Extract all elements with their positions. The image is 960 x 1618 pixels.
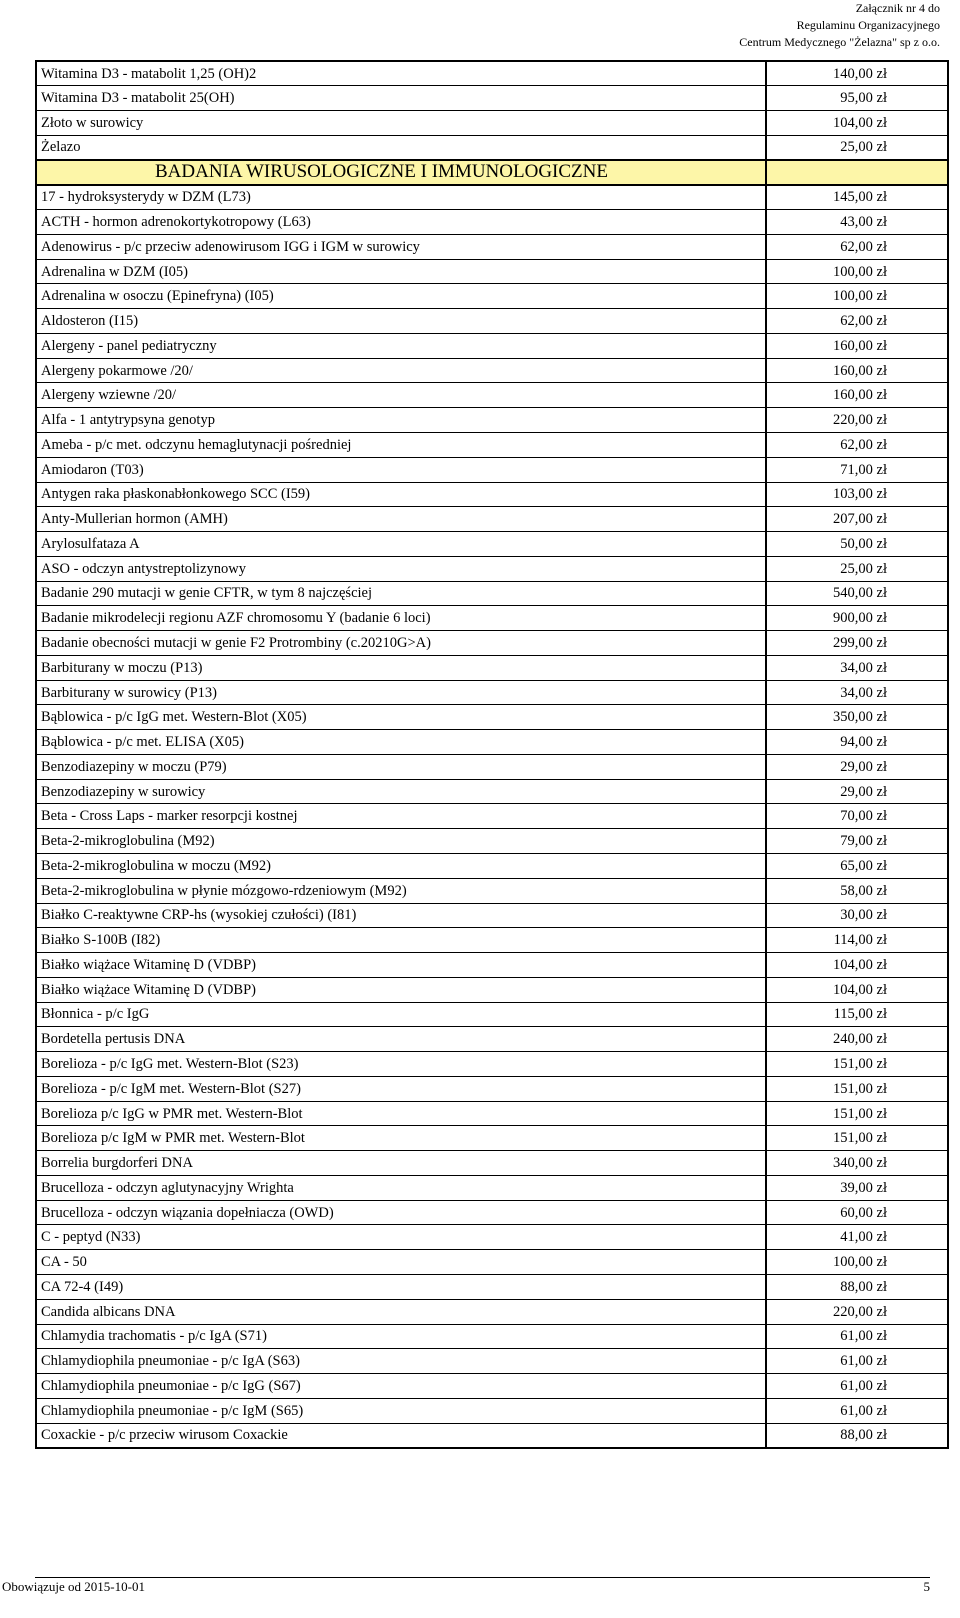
- price-cell: 29,00 zł: [766, 754, 948, 779]
- test-name-cell: Beta - Cross Laps - marker resorpcji kostnej: [36, 804, 766, 829]
- table-row: [36, 1398, 948, 1423]
- test-name-cell: Alfa - 1 antytrypsyna genotyp: [36, 408, 766, 433]
- test-name-cell: Żelazo: [36, 135, 766, 160]
- table-row: [36, 1151, 948, 1176]
- test-name-cell: CA 72-4 (I49): [36, 1275, 766, 1300]
- price-cell: 100,00 zł: [766, 259, 948, 284]
- table-row: [36, 977, 948, 1002]
- table-row: [36, 408, 948, 433]
- price-cell: 29,00 zł: [766, 779, 948, 804]
- table-row: [36, 532, 948, 557]
- test-name-cell: ASO - odczyn antystreptolizynowy: [36, 556, 766, 581]
- price-cell: 114,00 zł: [766, 928, 948, 953]
- price-cell: 900,00 zł: [766, 606, 948, 631]
- price-cell: 160,00 zł: [766, 333, 948, 358]
- price-cell: 299,00 zł: [766, 631, 948, 656]
- attachment-label: Załącznik nr 4 do: [855, 1, 940, 15]
- test-name-cell: ACTH - hormon adrenokortykotropowy (L63): [36, 210, 766, 235]
- price-cell: 61,00 zł: [766, 1324, 948, 1349]
- table-row: [36, 928, 948, 953]
- document-header-note: [739, 0, 940, 51]
- test-name-cell: Bąblowica - p/c met. ELISA (X05): [36, 730, 766, 755]
- table-row: [36, 284, 948, 309]
- test-name-cell: Alergeny - panel pediatryczny: [36, 333, 766, 358]
- price-cell: 100,00 zł: [766, 1250, 948, 1275]
- table-row: [36, 655, 948, 680]
- table-row: [36, 61, 948, 86]
- test-name-cell: Coxackie - p/c przeciw wirusom Coxackie: [36, 1423, 766, 1448]
- price-cell: 88,00 zł: [766, 1423, 948, 1448]
- table-row: [36, 1299, 948, 1324]
- table-row: [36, 1101, 948, 1126]
- regulation-label: Regulaminu Organizacyjnego: [796, 18, 940, 32]
- price-cell: 50,00 zł: [766, 532, 948, 557]
- test-name-cell: Białko S-100B (I82): [36, 928, 766, 953]
- test-name-cell: Borrelia burgdorferi DNA: [36, 1151, 766, 1176]
- price-list-table: [35, 60, 949, 1449]
- price-cell: 350,00 zł: [766, 705, 948, 730]
- table-row: [36, 730, 948, 755]
- test-name-cell: Błonnica - p/c IgG: [36, 1002, 766, 1027]
- table-row: [36, 1052, 948, 1077]
- price-cell: 79,00 zł: [766, 829, 948, 854]
- table-row: [36, 358, 948, 383]
- table-row: [36, 185, 948, 210]
- test-name-cell: Borelioza p/c IgM w PMR met. Western-Blot: [36, 1126, 766, 1151]
- price-cell: 34,00 zł: [766, 655, 948, 680]
- price-cell: 100,00 zł: [766, 284, 948, 309]
- test-name-cell: Barbiturany w moczu (P13): [36, 655, 766, 680]
- test-name-cell: Benzodiazepiny w moczu (P79): [36, 754, 766, 779]
- test-name-cell: Brucelloza - odczyn aglutynacyjny Wrighta: [36, 1175, 766, 1200]
- test-name-cell: Badanie mikrodelecji regionu AZF chromosomu Y (badanie 6 loci): [36, 606, 766, 631]
- table-row: [36, 705, 948, 730]
- test-name-cell: Witamina D3 - matabolit 1,25 (OH)2: [36, 61, 766, 86]
- test-name-cell: Borelioza - p/c IgG met. Western-Blot (S23): [36, 1052, 766, 1077]
- test-name-cell: Brucelloza - odczyn wiązania dopełniacza (OWD): [36, 1200, 766, 1225]
- table-row: [36, 631, 948, 656]
- table-row: [36, 903, 948, 928]
- price-list-body: [36, 61, 948, 1448]
- price-cell: 140,00 zł: [766, 61, 948, 86]
- test-name-cell: Chlamydia trachomatis - p/c IgA (S71): [36, 1324, 766, 1349]
- price-cell: 115,00 zł: [766, 1002, 948, 1027]
- table-row: [36, 1423, 948, 1448]
- price-cell: 62,00 zł: [766, 309, 948, 334]
- price-cell: 62,00 zł: [766, 234, 948, 259]
- test-name-cell: Borelioza p/c IgG w PMR met. Western-Blot: [36, 1101, 766, 1126]
- test-name-cell: Aldosteron (I15): [36, 309, 766, 334]
- price-cell: 220,00 zł: [766, 1299, 948, 1324]
- test-name-cell: Ameba - p/c met. odczynu hemaglutynacji pośredniej: [36, 432, 766, 457]
- test-name-cell: Candida albicans DNA: [36, 1299, 766, 1324]
- test-name-cell: Adrenalina w osoczu (Epinefryna) (I05): [36, 284, 766, 309]
- price-cell: 58,00 zł: [766, 878, 948, 903]
- test-name-cell: Alergeny pokarmowe /20/: [36, 358, 766, 383]
- price-cell: 39,00 zł: [766, 1175, 948, 1200]
- price-cell: 104,00 zł: [766, 977, 948, 1002]
- test-name-cell: Alergeny wziewne /20/: [36, 383, 766, 408]
- test-name-cell: Adenowirus - p/c przeciw adenowirusom IGG i IGM w surowicy: [36, 234, 766, 259]
- price-cell: 540,00 zł: [766, 581, 948, 606]
- table-row: [36, 234, 948, 259]
- price-cell: 43,00 zł: [766, 210, 948, 235]
- price-cell: 207,00 zł: [766, 507, 948, 532]
- page-number: 5: [923, 1579, 930, 1594]
- price-cell: 25,00 zł: [766, 135, 948, 160]
- table-row: [36, 854, 948, 879]
- test-name-cell: Badanie obecności mutacji w genie F2 Protrombiny (c.20210G>A): [36, 631, 766, 656]
- section-title: BADANIA WIRUSOLOGICZNE I IMMUNOLOGICZNE: [36, 160, 766, 185]
- table-row: [36, 779, 948, 804]
- table-row: [36, 1027, 948, 1052]
- price-cell: 151,00 zł: [766, 1101, 948, 1126]
- table-row: [36, 556, 948, 581]
- test-name-cell: Borelioza - p/c IgM met. Western-Blot (S27): [36, 1076, 766, 1101]
- price-cell: 70,00 zł: [766, 804, 948, 829]
- price-cell: 340,00 zł: [766, 1151, 948, 1176]
- table-row: [36, 829, 948, 854]
- table-row: [36, 804, 948, 829]
- test-name-cell: 17 - hydroksysterydy w DZM (L73): [36, 185, 766, 210]
- table-row: [36, 1200, 948, 1225]
- table-row: [36, 309, 948, 334]
- test-name-cell: Barbiturany w surowicy (P13): [36, 680, 766, 705]
- test-name-cell: Złoto w surowicy: [36, 111, 766, 136]
- table-row: [36, 482, 948, 507]
- price-cell: 160,00 zł: [766, 358, 948, 383]
- table-row: [36, 457, 948, 482]
- test-name-cell: Anty-Mullerian hormon (AMH): [36, 507, 766, 532]
- table-row: [36, 1076, 948, 1101]
- table-row: [36, 333, 948, 358]
- price-cell: 61,00 zł: [766, 1398, 948, 1423]
- price-cell: 88,00 zł: [766, 1275, 948, 1300]
- table-row: [36, 1225, 948, 1250]
- table-row: [36, 86, 948, 111]
- price-cell: 151,00 zł: [766, 1126, 948, 1151]
- price-cell: 71,00 zł: [766, 457, 948, 482]
- test-name-cell: Bordetella pertusis DNA: [36, 1027, 766, 1052]
- table-row: [36, 754, 948, 779]
- test-name-cell: Witamina D3 - matabolit 25(OH): [36, 86, 766, 111]
- table-row: [36, 953, 948, 978]
- price-cell: 103,00 zł: [766, 482, 948, 507]
- table-row: [36, 259, 948, 284]
- price-cell: 25,00 zł: [766, 556, 948, 581]
- company-label: Centrum Medycznego "Żelazna" sp z o.o.: [739, 35, 940, 49]
- table-row: [36, 135, 948, 160]
- test-name-cell: Beta-2-mikroglobulina w moczu (M92): [36, 854, 766, 879]
- test-name-cell: CA - 50: [36, 1250, 766, 1275]
- table-row: [36, 1324, 948, 1349]
- test-name-cell: Białko C-reaktywne CRP-hs (wysokiej czułości) (I81): [36, 903, 766, 928]
- price-cell: 151,00 zł: [766, 1076, 948, 1101]
- price-cell: 60,00 zł: [766, 1200, 948, 1225]
- effective-date: Obowiązuje od 2015-10-01: [2, 1579, 145, 1594]
- table-row: [36, 111, 948, 136]
- table-row: [36, 1250, 948, 1275]
- table-row: [36, 210, 948, 235]
- test-name-cell: Białko wiążace Witaminę D (VDBP): [36, 953, 766, 978]
- price-cell: 65,00 zł: [766, 854, 948, 879]
- table-row: [36, 581, 948, 606]
- price-cell: 220,00 zł: [766, 408, 948, 433]
- price-cell: 61,00 zł: [766, 1374, 948, 1399]
- test-name-cell: Białko wiążace Witaminę D (VDBP): [36, 977, 766, 1002]
- footer-divider: [35, 1577, 930, 1578]
- price-cell: 34,00 zł: [766, 680, 948, 705]
- table-row: [36, 432, 948, 457]
- price-cell: 94,00 zł: [766, 730, 948, 755]
- table-row: [36, 1349, 948, 1374]
- table-row: [36, 878, 948, 903]
- price-cell: 41,00 zł: [766, 1225, 948, 1250]
- test-name-cell: Chlamydiophila pneumoniae - p/c IgA (S63): [36, 1349, 766, 1374]
- test-name-cell: C - peptyd (N33): [36, 1225, 766, 1250]
- price-cell: 104,00 zł: [766, 953, 948, 978]
- section-price-empty-cell: [766, 160, 948, 185]
- table-row: [36, 1126, 948, 1151]
- price-cell: 104,00 zł: [766, 111, 948, 136]
- test-name-cell: Beta-2-mikroglobulina w płynie mózgowo-rdzeniowym (M92): [36, 878, 766, 903]
- table-row: [36, 1002, 948, 1027]
- test-name-cell: Badanie 290 mutacji w genie CFTR, w tym 8 najczęściej: [36, 581, 766, 606]
- price-cell: 62,00 zł: [766, 432, 948, 457]
- table-row: [36, 1374, 948, 1399]
- price-cell: 160,00 zł: [766, 383, 948, 408]
- test-name-cell: Amiodaron (T03): [36, 457, 766, 482]
- table-row: [36, 680, 948, 705]
- price-cell: 30,00 zł: [766, 903, 948, 928]
- test-name-cell: Arylosulfataza A: [36, 532, 766, 557]
- table-row: [36, 383, 948, 408]
- price-cell: 61,00 zł: [766, 1349, 948, 1374]
- test-name-cell: Antygen raka płaskonabłonkowego SCC (I59): [36, 482, 766, 507]
- test-name-cell: Chlamydiophila pneumoniae - p/c IgG (S67): [36, 1374, 766, 1399]
- table-row: [36, 1175, 948, 1200]
- table-row: [36, 606, 948, 631]
- table-row: [36, 507, 948, 532]
- table-row: [36, 1275, 948, 1300]
- price-cell: 95,00 zł: [766, 86, 948, 111]
- test-name-cell: Benzodiazepiny w surowicy: [36, 779, 766, 804]
- section-header-row: [36, 160, 948, 185]
- price-cell: 240,00 zł: [766, 1027, 948, 1052]
- test-name-cell: Chlamydiophila pneumoniae - p/c IgM (S65): [36, 1398, 766, 1423]
- price-cell: 145,00 zł: [766, 185, 948, 210]
- test-name-cell: Beta-2-mikroglobulina (M92): [36, 829, 766, 854]
- test-name-cell: Adrenalina w DZM (I05): [36, 259, 766, 284]
- price-cell: 151,00 zł: [766, 1052, 948, 1077]
- test-name-cell: Bąblowica - p/c IgG met. Western-Blot (X05): [36, 705, 766, 730]
